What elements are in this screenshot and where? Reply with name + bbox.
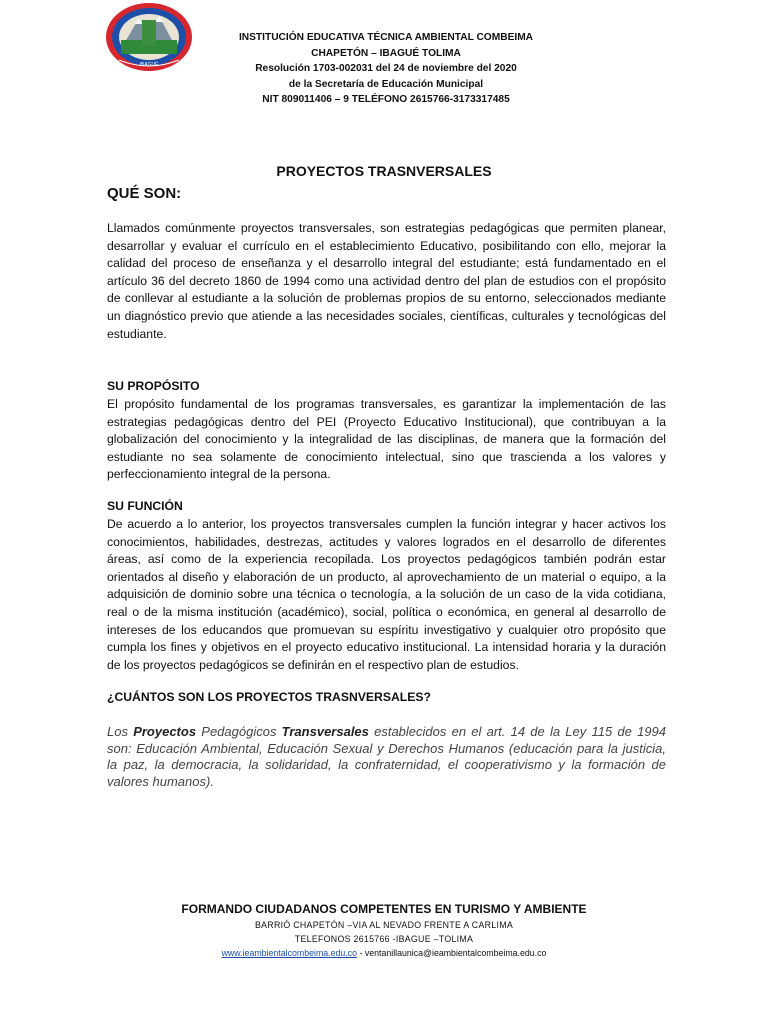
- footer-slogan: FORMANDO CIUDADANOS COMPETENTES EN TURISMO Y AMBIENTE: [181, 902, 587, 916]
- section-heading-funcion: SU FUNCIÓN: [107, 499, 183, 513]
- document-title: PROYECTOS TRASNVERSALES: [276, 163, 492, 179]
- section-heading-que-son: QUÉ SON:: [107, 185, 182, 202]
- footer-email: ventanillaunica@ieambientalcombeima.edu.co: [364, 948, 547, 958]
- institution-nit-phone: NIT 809011406 – 9 TELÉFONO 2615766-3173317485: [262, 94, 510, 105]
- institution-logo: [105, 2, 193, 72]
- quote-bold-proyectos: Proyectos: [133, 724, 197, 739]
- footer-address: BARRIÓ CHAPETÓN –VIA AL NEVADO FRENTE A CARLIMA: [254, 920, 514, 930]
- quote-paragraph: [107, 724, 666, 790]
- quote-text-3: establecidos en el art. 14 de la Ley 115 de 1994 son: Educación Ambiental, Educación Sexual y Derechos Humanos (educación para la justicia, la paz, la democracia, la solidaridad, la confraternidad, el cooperativismo y la formación de valores humanos).: [107, 724, 666, 789]
- section-heading-cuantos: ¿CUÁNTOS SON LOS PROYECTOS TRASNVERSALES?: [107, 690, 431, 704]
- institution-location: CHAPETÓN – IBAGUÉ TOLIMA: [311, 47, 461, 59]
- institution-resolution: Resolución 1703-002031 del 24 de noviembre del 2020: [255, 63, 517, 74]
- institution-name: INSTITUCIÓN EDUCATIVA TÉCNICA AMBIENTAL COMBEIMA: [238, 32, 534, 43]
- quote-text-1: Los: [107, 724, 134, 739]
- footer-phones: TELEFONOS 2615766 -IBAGUE –TOLIMA: [294, 934, 474, 944]
- paragraph-funcion: De acuerdo a lo anterior, los proyectos transversales cumplen la función integrar y hacer activos los conocimientos, habilidades, destrezas, actitudes y valores logrados en el desarrollo de diferentes áreas, así como de la experiencia recopilada. Los proyectos pedagógicos también podrán estar orientados al diseño y elaboración de un producto, al aprovechamiento de un material o equipo, a la adquisición de dominio sobre una técnica o tecnología, a la solución de un caso de la vida cotidiana, real o de la misma institución (académico), social, política o económica, en general al desarrollo de intereses de los educandos que promuevan su espíritu investigativo y cualquier otro propósito que cumpla los fines y objetivos en el proyecto educativo institucional. La intensidad horaria y la duración de los proyectos pedagógicos se definirán en el respectivo plan de estudios.: [107, 517, 666, 672]
- paragraph-que-son: Llamados comúnmente proyectos transversales, son estrategias pedagógicas que permiten planear, desarrollar y evaluar el currículo en el establecimiento Educativo, posibilitando con ello, mejorar la calidad del proceso de enseñanza y el desarrollo integral del estudiante; está fundamentado en el artículo 36 del decreto 1860 de 1994 como una actividad dentro del plan de estudios con el propósito de conllevar al estudiante a la solución de problemas propios de su entorno, seleccionados mediante un diagnóstico previo que atiende a las necesidades sociales, científicas, culturales y tecnológicas del estudiante.: [107, 221, 666, 341]
- institution-header: [200, 30, 572, 108]
- footer-contact-line: [0, 946, 768, 960]
- page-footer: [0, 900, 768, 960]
- footer-website-link[interactable]: www.ieambientalcombeima.edu.co: [221, 948, 358, 958]
- quote-bold-transversales: Transversales: [281, 724, 369, 739]
- section-heading-proposito: SU PROPÓSITO: [107, 379, 200, 393]
- logo-ring-text: IBAGUÉ: [139, 62, 159, 68]
- quote-text-2: Pedagógicos: [196, 724, 282, 739]
- paragraph-proposito: El propósito fundamental de los programas transversales, es garantizar la implementación de las estrategias pedagógicas dentro del PEI (Proyecto Educativo Institucional), que contribuyan a la globalización del conocimiento y la integralidad de las disciplinas, de manera que la formación del estudiante no sea solamente de conocimiento intelectual, sino que trascienda a los valores y perfeccionamiento integral de la persona.: [107, 397, 666, 482]
- institution-secretaria: de la Secretaría de Educación Municipal: [288, 78, 484, 90]
- footer-separator: -: [357, 948, 365, 958]
